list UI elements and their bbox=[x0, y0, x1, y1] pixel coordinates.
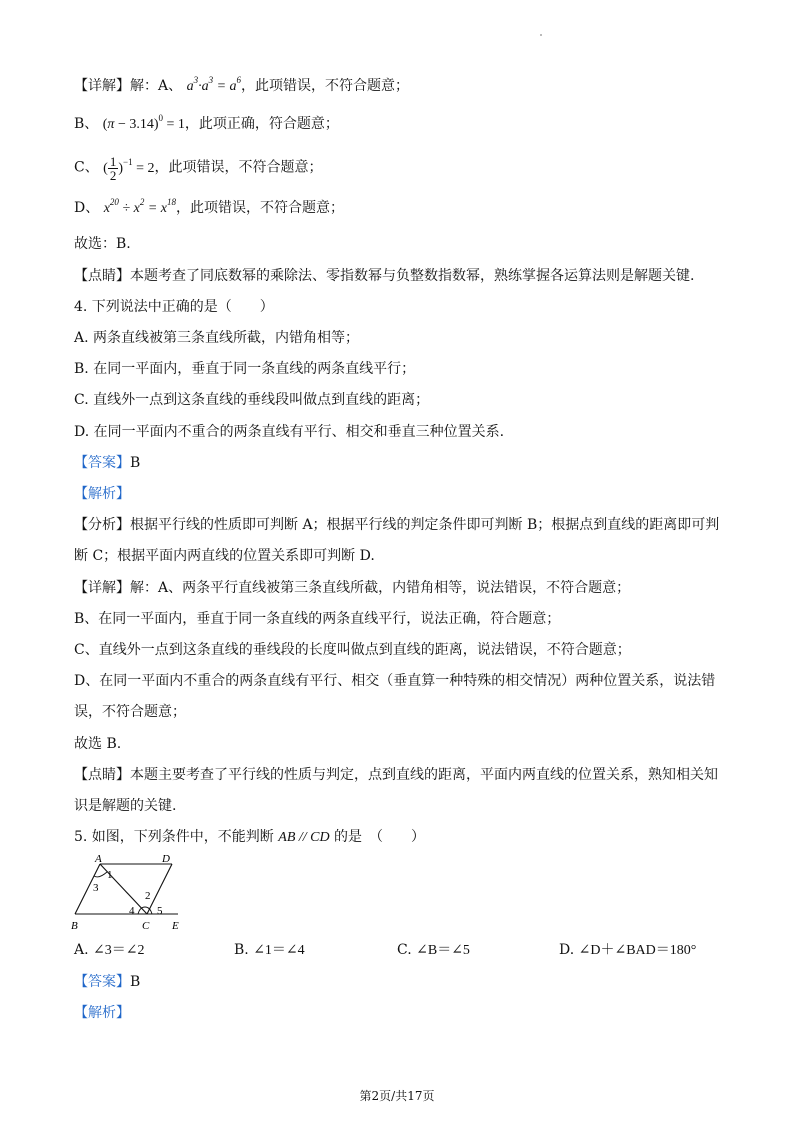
q5-answer: 【答案】B bbox=[74, 974, 141, 990]
scan-speck bbox=[540, 34, 542, 36]
q4-answer: 【答案】B bbox=[74, 455, 141, 471]
q3-detail-d: D、 $x^{20} \div x^2 = x^{18}$，此项错误，不符合题意； bbox=[74, 197, 344, 216]
q4-detail-b: B、在同一平面内，垂直于同一条直线的两条直线平行，说法正确，符合题意； bbox=[74, 611, 561, 627]
q4-detail-d2: 误，不符合题意； bbox=[74, 704, 186, 720]
angle-label-2: 2 bbox=[145, 890, 151, 902]
math-expression: $a^3\cdot a^3 = a^6$ bbox=[186, 75, 242, 94]
q3-detail-a: 【详解】解：A、 $a^3\cdot a^3 = a^6$，此项错误，不符合题意； bbox=[74, 75, 410, 94]
angle-label-5: 5 bbox=[157, 905, 163, 917]
q4-question: 4. 下列说法中正确的是（ ） bbox=[74, 299, 274, 315]
q4-detail-d1: D、在同一平面内不重合的两条直线有平行、相交（垂直算一种特殊的相交情况）两种位置关系，说法错 bbox=[74, 673, 716, 689]
q3-detail-b: B、 $(\pi - 3.14)^0 = 1$，此项正确，符合题意； bbox=[74, 113, 339, 132]
q3-detail-c: C、 ( $\frac{1}{2}$ )$^{-1}$ = 2，此项错误，不符合题意； bbox=[74, 154, 323, 183]
q4-comment-line1: 【点睛】本题主要考查了平行线的性质与判定，点到直线的距离，平面内两直线的位置关系，熟知相关知 bbox=[74, 767, 718, 783]
q5-option-c: C. ∠B＝∠5 bbox=[397, 942, 470, 958]
q4-option-b: B. 在同一平面内，垂直于同一条直线的两条直线平行； bbox=[74, 361, 416, 377]
q4-fenxi-line2: 断 C；根据平面内两直线的位置关系即可判断 D. bbox=[74, 548, 375, 564]
q4-option-a: A. 两条直线被第三条直线所截，内错角相等； bbox=[74, 330, 360, 346]
q5-question: 5. 如图，下列条件中，不能判断 AB // CD 的是 （ ） bbox=[74, 829, 426, 845]
q5-option-b: B. ∠1＝∠4 bbox=[234, 942, 305, 958]
page-footer: 第2页/共17页 bbox=[359, 1089, 435, 1103]
angle-label-1: 1 bbox=[107, 869, 113, 881]
geometry-figure bbox=[68, 852, 188, 934]
point-label-a: A bbox=[95, 853, 102, 865]
q4-detail-c: C、直线外一点到这条直线的垂线段的长度叫做点到直线的距离，说法错误，不符合题意； bbox=[74, 642, 631, 658]
q4-choose: 故选 B. bbox=[74, 736, 122, 752]
angle-label-4: 4 bbox=[129, 905, 135, 917]
q3-choose: 故选：B. bbox=[74, 236, 131, 252]
point-label-d: D bbox=[162, 853, 170, 865]
q3-comment: 【点睛】本题考查了同底数幂的乘除法、零指数幂与负整数指数幂，熟练掌握各运算法则是解题关键. bbox=[74, 268, 695, 284]
q5-analysis-tag: 【解析】 bbox=[74, 1005, 130, 1021]
q4-detail-a: 【详解】解：A、两条平行直线被第三条直线所截，内错角相等，说法错误，不符合题意； bbox=[74, 580, 631, 596]
q4-option-d: D. 在同一平面内不重合的两条直线有平行、相交和垂直三种位置关系. bbox=[74, 424, 505, 440]
q4-option-c: C. 直线外一点到这条直线的垂线段叫做点到直线的距离； bbox=[74, 392, 430, 408]
answer-tag: 【答案】 bbox=[74, 455, 130, 471]
q4-comment-line2: 识是解题的关键. bbox=[74, 798, 177, 814]
angle-label-3: 3 bbox=[93, 882, 99, 894]
math-expression: $(\pi - 3.14)^0 = 1$ bbox=[102, 113, 185, 132]
point-label-e: E bbox=[172, 920, 179, 932]
answer-tag: 【答案】 bbox=[74, 974, 130, 990]
q5-option-d: D. ∠D＋∠BAD＝180° bbox=[559, 942, 697, 958]
math-expression: ( $\frac{1}{2}$ )$^{-1}$ = 2 bbox=[103, 154, 155, 183]
point-label-b: B bbox=[71, 920, 78, 932]
math-expression: $x^{20} \div x^2 = x^{18}$ bbox=[103, 197, 176, 216]
q4-analysis-tag: 【解析】 bbox=[74, 486, 130, 502]
point-label-c: C bbox=[142, 920, 150, 932]
q5-option-a: A. ∠3＝∠2 bbox=[74, 942, 145, 958]
q4-fenxi-line1: 【分析】根据平行线的性质即可判断 A；根据平行线的判定条件即可判断 B；根据点到直线的距离即可判 bbox=[74, 517, 720, 533]
